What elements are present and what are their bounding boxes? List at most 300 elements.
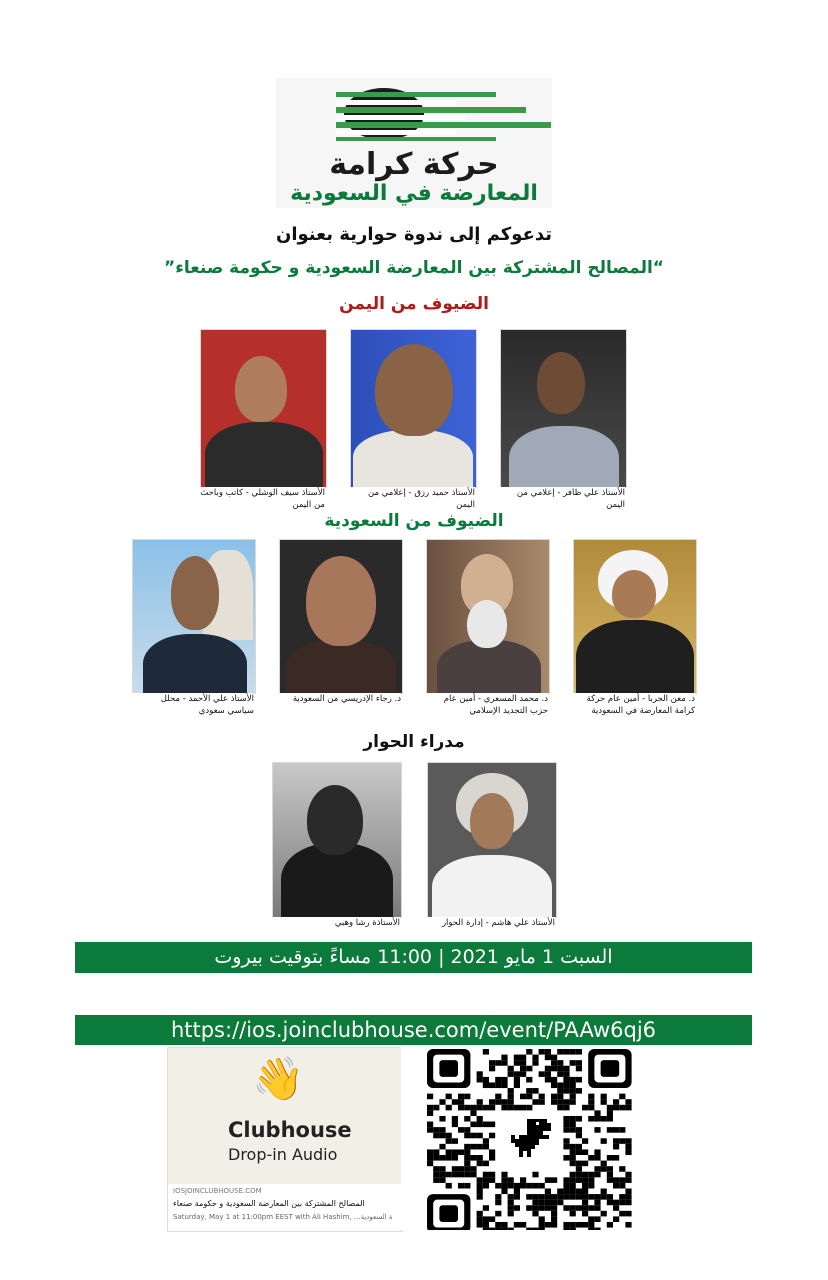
qr-module [532,1088,538,1094]
qr-module [508,1183,514,1189]
qr-module [625,1200,631,1206]
qr-module [607,1177,613,1183]
qr-module [501,1060,507,1066]
qr-module [619,1211,625,1217]
qr-module [582,1183,588,1189]
qr-module [613,1200,619,1206]
qr-module [501,1099,507,1105]
qr-module [489,1105,495,1111]
guest-photo-raja-aldrisi [279,539,403,694]
qr-module [489,1172,495,1178]
qr-module [508,1094,514,1100]
qr-module [563,1049,569,1055]
qr-module [483,1205,489,1211]
qr-module [582,1205,588,1211]
qr-module [563,1228,569,1230]
qr-module [557,1082,563,1088]
qr-module [557,1094,563,1100]
qr-module [446,1149,452,1155]
qr-module [588,1183,594,1189]
qr-module [551,1060,557,1066]
qr-module [508,1194,514,1200]
qr-module [570,1116,576,1122]
qr-module [539,1094,545,1100]
qr-module [557,1099,563,1105]
qr-module [532,1172,538,1178]
qr-module [545,1066,551,1072]
qr-module [427,1127,433,1133]
qr-module [532,1099,538,1105]
qr-module [526,1066,532,1072]
qr-module [594,1166,600,1172]
guest-caption: الأستاذ سيف الوشلي - كاتب وباحث من اليمن [200,488,325,510]
qr-module [551,1099,557,1105]
qr-module [495,1183,501,1189]
qr-module [557,1049,563,1055]
qr-module [557,1060,563,1066]
qr-module [464,1183,470,1189]
qr-module [601,1211,607,1217]
qr-module [582,1177,588,1183]
qr-module [613,1155,619,1161]
qr-module [458,1099,464,1105]
qr-module [557,1200,563,1206]
qr-module [452,1172,458,1178]
qr-module [588,1222,594,1228]
qr-module [576,1177,582,1183]
qr-module [570,1144,576,1150]
qr-module [545,1194,551,1200]
qr-module [576,1133,582,1139]
qr-module [551,1211,557,1217]
qr-module [570,1183,576,1189]
qr-module [594,1194,600,1200]
qr-module [563,1082,569,1088]
qr-module [508,1105,514,1111]
qr-module [582,1211,588,1217]
qr-module [495,1099,501,1105]
qr-module [576,1205,582,1211]
qr-module [514,1060,520,1066]
qr-module [563,1105,569,1111]
clubhouse-preview-card[interactable] [167,1047,403,1232]
qr-module [563,1099,569,1105]
invite-line: تدعوكم إلى ندوة حوارية بعنوان [275,224,553,245]
qr-module [551,1077,557,1083]
qr-module [446,1172,452,1178]
qr-module [458,1105,464,1111]
qr-module [489,1216,495,1222]
qr-module [563,1127,569,1133]
qr-module [483,1049,489,1055]
qr-module [433,1105,439,1111]
guest-caption: الأستاذ علي ظافر - إعلامي من اليمن [500,487,625,511]
qr-module [477,1133,483,1139]
qr-module [601,1138,607,1144]
qr-module [439,1166,445,1172]
saudi-guests-heading: الضيوف من السعودية [324,511,504,531]
qr-module [619,1138,625,1144]
qr-module [625,1105,631,1111]
qr-module [532,1211,538,1217]
qr-module [477,1122,483,1128]
qr-module [563,1138,569,1144]
guest-photo-ali-alahmed [132,539,256,694]
qr-module [551,1200,557,1206]
qr-module [495,1211,501,1217]
qr-module [607,1110,613,1116]
qr-module [576,1088,582,1094]
qr-module [526,1194,532,1200]
qr-module [619,1166,625,1172]
qr-module [501,1189,507,1195]
qr-module [582,1138,588,1144]
qr-module [514,1222,520,1228]
qr-module [470,1105,476,1111]
guest-caption: د. رجاء الإدريسي من السعودية [279,693,401,705]
qr-module [439,1127,445,1133]
qr-module [489,1060,495,1066]
qr-module [594,1228,600,1230]
qr-module [582,1200,588,1206]
qr-module [532,1183,538,1189]
qr-module [446,1155,452,1161]
qr-module [477,1144,483,1150]
qr-module [570,1122,576,1128]
moderator-caption: الأستاذة رشا وهبي [272,917,400,929]
qr-module [427,1105,433,1111]
qr-module [483,1172,489,1178]
qr-module [520,1066,526,1072]
qr-module [588,1228,594,1230]
qr-module [588,1094,594,1100]
qr-module [551,1055,557,1061]
qr-module [495,1094,501,1100]
qr-module [483,1216,489,1222]
qr-module [545,1077,551,1083]
qr-module [483,1077,489,1083]
qr-module [508,1211,514,1217]
qr-module [570,1060,576,1066]
qr-module [570,1088,576,1094]
qr-module [601,1161,607,1167]
qr-module [483,1082,489,1088]
qr-code[interactable] [401,1047,659,1230]
qr-finder-pattern [601,1060,620,1077]
qr-module [570,1205,576,1211]
qr-module [601,1094,607,1100]
qr-module [594,1216,600,1222]
qr-module [563,1116,569,1122]
qr-module [557,1071,563,1077]
qr-module [526,1094,532,1100]
qr-module [477,1105,483,1111]
qr-module [520,1105,526,1111]
qr-module [588,1116,594,1122]
qr-module [570,1161,576,1167]
qr-module [526,1205,532,1211]
qr-module [601,1166,607,1172]
qr-module [501,1177,507,1183]
qr-module [532,1055,538,1061]
qr-module [452,1122,458,1128]
qr-module [495,1082,501,1088]
qr-module [582,1194,588,1200]
qr-module [588,1172,594,1178]
qr-module [594,1200,600,1206]
qr-module [551,1222,557,1228]
qr-module [576,1066,582,1072]
qr-module [570,1194,576,1200]
preview-title: المصالح المشتركة بين المعارضة السعودية و حكومة صنعاء [173,1199,365,1208]
qr-module [563,1177,569,1183]
qr-module [594,1110,600,1116]
qr-module [501,1222,507,1228]
qr-module [576,1222,582,1228]
qr-module [501,1055,507,1061]
guest-photo-maan-aljarba [573,539,697,694]
qr-module [588,1216,594,1222]
qr-module [495,1077,501,1083]
qr-module [570,1155,576,1161]
qr-module [508,1200,514,1206]
qr-module [439,1155,445,1161]
qr-module [545,1177,551,1183]
qr-module [563,1222,569,1228]
qr-module [625,1189,631,1195]
qr-module [576,1172,582,1178]
qr-finder-pattern [439,1205,458,1222]
qr-module [508,1066,514,1072]
qr-module [427,1094,433,1100]
qr-module [446,1105,452,1111]
qr-module [439,1099,445,1105]
qr-module [570,1177,576,1183]
qr-module [489,1149,495,1155]
qr-module [563,1071,569,1077]
qr-module [588,1155,594,1161]
qr-module [439,1177,445,1183]
qr-module [446,1133,452,1139]
qr-module [433,1166,439,1172]
qr-module [483,1144,489,1150]
qr-module [489,1099,495,1105]
qr-module [625,1194,631,1200]
qr-module [520,1055,526,1061]
qr-module [501,1105,507,1111]
qr-module [439,1144,445,1150]
logo-subtitle: المعارضة في السعودية [290,181,538,206]
event-link[interactable]: https://ios.joinclubhouse.com/event/PAAw6qj6 [75,1015,752,1045]
qr-module [433,1172,439,1178]
qr-module [477,1211,483,1217]
datetime-bar: السبت 1 مايو 2021 | 11:00 مساءً بتوقيت بيروت [75,942,752,973]
qr-module [576,1149,582,1155]
qr-module [514,1077,520,1083]
qr-module [601,1116,607,1122]
qr-module [539,1222,545,1228]
qr-module [452,1138,458,1144]
qr-module [458,1172,464,1178]
qr-module [483,1177,489,1183]
clubhouse-tagline: Drop-in Audio [228,1145,338,1164]
qr-module [501,1082,507,1088]
qr-module [539,1205,545,1211]
qr-module [613,1144,619,1150]
guest-photo-ali-thafer [500,329,627,488]
qr-module [477,1216,483,1222]
qr-module [427,1149,433,1155]
guest-photo-saif-alwashli [200,329,327,488]
qr-module [433,1127,439,1133]
qr-module [594,1127,600,1133]
qr-module [563,1194,569,1200]
qr-module [464,1094,470,1100]
qr-module [526,1088,532,1094]
qr-module [594,1155,600,1161]
qr-module [607,1172,613,1178]
qr-module [532,1200,538,1206]
qr-module [514,1183,520,1189]
qr-module [520,1071,526,1077]
dinosaur-icon [505,1113,555,1161]
qr-module [545,1200,551,1206]
preview-domain: IOSJOINCLUBHOUSE.COM [173,1187,262,1195]
qr-module [576,1060,582,1066]
qr-module [508,1177,514,1183]
qr-module [489,1133,495,1139]
qr-module [613,1177,619,1183]
qr-module [625,1211,631,1217]
qr-module [514,1105,520,1111]
qr-module [619,1177,625,1183]
moderator-photo-rasha-wahbi [272,762,402,918]
qr-module [570,1149,576,1155]
qr-module [619,1105,625,1111]
qr-module [427,1110,433,1116]
logo-name: حركة كرامة [329,147,499,182]
qr-module [563,1205,569,1211]
qr-module [495,1200,501,1206]
qr-module [551,1177,557,1183]
qr-module [514,1189,520,1195]
qr-module [570,1094,576,1100]
qr-module [619,1127,625,1133]
qr-module [594,1149,600,1155]
qr-module [557,1194,563,1200]
qr-module [625,1222,631,1228]
qr-module [582,1189,588,1195]
guest-photo-hameed-rezq [350,329,477,488]
qr-module [439,1172,445,1178]
qr-module [501,1183,507,1189]
qr-module [446,1183,452,1189]
qr-module [489,1066,495,1072]
qr-module [433,1133,439,1139]
qr-module [582,1222,588,1228]
qr-module [427,1161,433,1167]
qr-module [489,1155,495,1161]
qr-module [458,1166,464,1172]
qr-module [439,1133,445,1139]
qr-module [495,1194,501,1200]
qr-module [625,1149,631,1155]
qr-module [625,1177,631,1183]
qr-module [464,1161,470,1167]
clubhouse-brand: Clubhouse [228,1118,352,1142]
qr-module [508,1228,514,1230]
qr-module [427,1155,433,1161]
qr-module [570,1172,576,1178]
qr-module [433,1177,439,1183]
qr-module [532,1194,538,1200]
qr-module [458,1149,464,1155]
qr-module [601,1099,607,1105]
qr-module [452,1116,458,1122]
qr-module [520,1183,526,1189]
qr-module [613,1205,619,1211]
qr-module [477,1177,483,1183]
qr-module [526,1228,532,1230]
qr-module [483,1161,489,1167]
qr-module [433,1149,439,1155]
qr-module [483,1183,489,1189]
qr-module [439,1116,445,1122]
qr-module [582,1161,588,1167]
qr-module [539,1049,545,1055]
guest-caption: د. محمد المسعري - أمين عام حزب التجديد الإسلامي [426,693,548,717]
guest-caption: الأستاذ حميد رزق - إعلامي من اليمن [350,487,475,511]
qr-module [489,1082,495,1088]
qr-module [594,1205,600,1211]
qr-module [601,1194,607,1200]
qr-module [551,1205,557,1211]
qr-module [625,1099,631,1105]
qr-module [594,1172,600,1178]
qr-module [464,1144,470,1150]
qr-module [464,1166,470,1172]
qr-module [514,1055,520,1061]
moderator-photo-ali-hashem [427,762,557,918]
qr-module [557,1066,563,1072]
qr-module [582,1149,588,1155]
event-title: “المصالح المشتركة بين المعارضة السعودية و حكومة صنعاء” [164,258,664,278]
qr-module [477,1116,483,1122]
qr-module [551,1216,557,1222]
qr-module [464,1172,470,1178]
qr-module [477,1071,483,1077]
qr-module [551,1066,557,1072]
qr-module [563,1088,569,1094]
qr-module [563,1189,569,1195]
qr-module [464,1149,470,1155]
qr-module [477,1161,483,1167]
qr-module [508,1088,514,1094]
qr-module [613,1216,619,1222]
qr-module [607,1194,613,1200]
qr-module [551,1194,557,1200]
qr-module [532,1228,538,1230]
qr-module [526,1105,532,1111]
qr-module [489,1177,495,1183]
qr-module [427,1122,433,1128]
qr-module [607,1200,613,1206]
qr-module [570,1127,576,1133]
qr-module [570,1228,576,1230]
qr-module [557,1189,563,1195]
qr-module [532,1205,538,1211]
qr-module [483,1228,489,1230]
